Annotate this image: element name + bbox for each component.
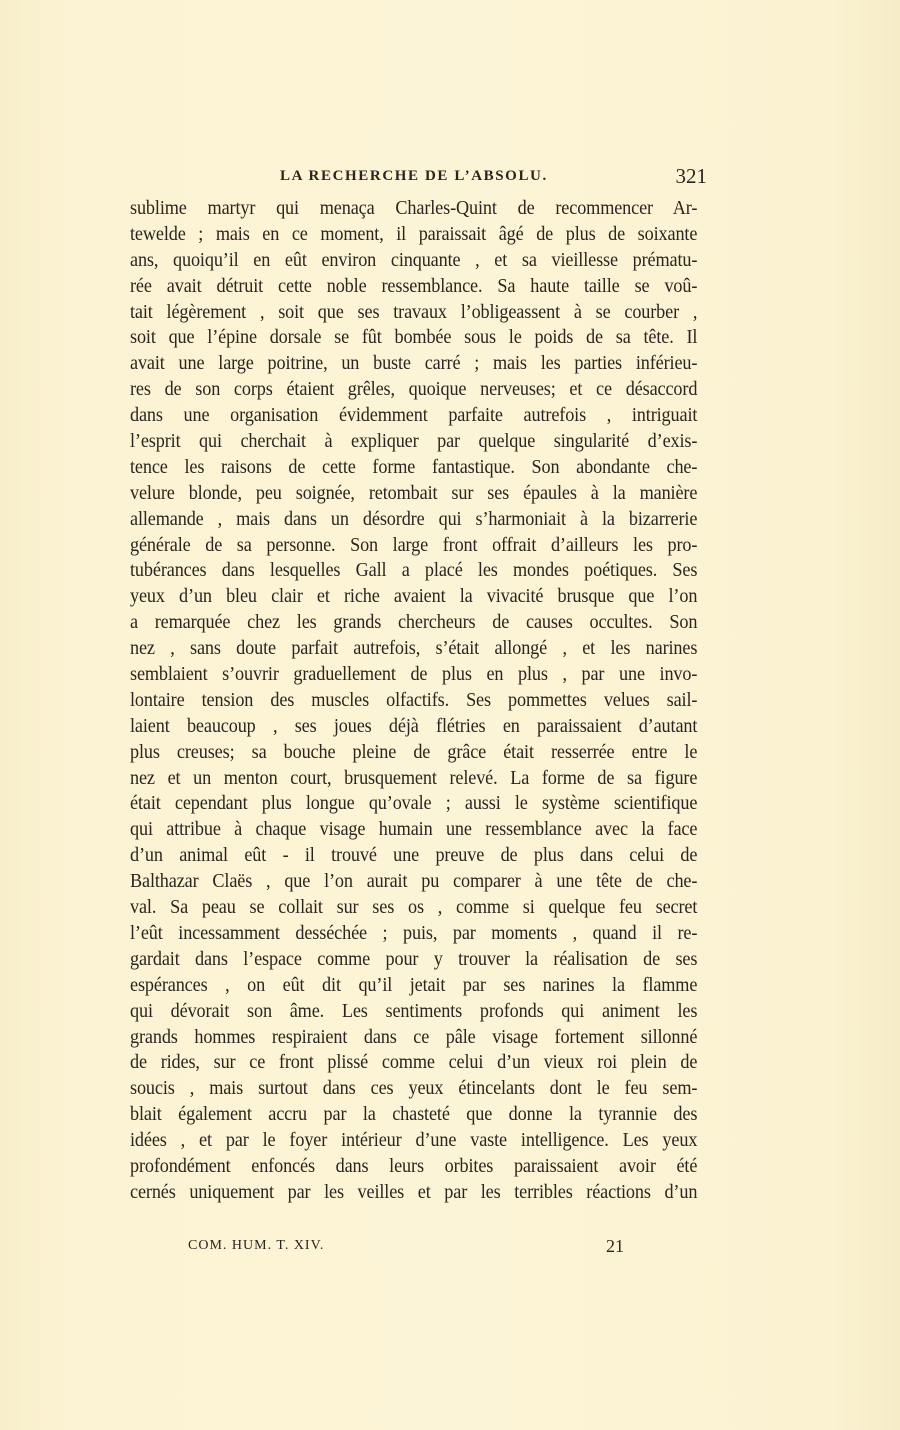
sheet-number: 21 [606,1236,624,1256]
text-line: soit que l’épine dorsale se fût bombée sous le poids de sa tête. Il [130,327,698,349]
page-header [130,164,707,192]
text-line: générale de sa personne. Son large front offrait d’ailleurs les pro- [130,534,698,556]
text-line: Balthazar Claës , que l’on aurait pu comparer à une tête de che- [130,871,698,893]
text-line: dans une organisation évidemment parfaite autrefois , intriguait [130,405,698,427]
text-line: rée avait détruit cette noble ressemblance. Sa haute taille se voû- [130,275,698,297]
text-line: semblaient s’ouvrir graduellement de plus en plus , par une invo- [130,664,698,686]
text-line: nez et un menton court, brusquement relevé. La forme de sa figure [130,767,698,789]
text-line: idées , et par le foyer intérieur d’une vaste intelligence. Les yeux [130,1130,698,1152]
body-text [130,196,697,1206]
text-line: qui dévorait son âme. Les sentiments profonds qui animent les [130,1000,698,1022]
text-line: d’un animal eût - il trouvé une preuve de plus dans celui de [130,845,698,867]
text-line: allemande , mais dans un désordre qui s’harmoniait à la bizarrerie [130,508,698,530]
text-line: sublime martyr qui menaça Charles-Quint de recommencer Ar- [130,198,698,219]
text-line: ans, quoiqu’il en eût environ cinquante , et sa vieillesse prématu- [130,249,698,271]
text-line: laient beaucoup , ses joues déjà flétries en paraissaient d’autant [130,715,698,737]
text-line: cernés uniquement par les veilles et par les terribles réactions d’un [130,1181,698,1203]
text-line: a remarquée chez les grands chercheurs de causes occultes. Son [130,612,698,634]
text-line: profondément enfoncés dans leurs orbites paraissaient avoir été [130,1155,698,1177]
text-line: était cependant plus longue qu’ovale ; aussi le système scientifique [130,793,698,815]
text-line: tence les raisons de cette forme fantastique. Son abondante che- [130,456,698,478]
text-line: nez , sans doute parfait autrefois, s’était allongé , et les narines [130,638,698,660]
text-line: lontaire tension des muscles olfactifs. Ses pommettes velues sail- [130,689,698,711]
page-footer [130,1238,697,1260]
text-line: qui attribue à chaque visage humain une ressemblance avec la face [130,819,698,841]
signature-mark: COM. HUM. T. XIV. [188,1238,325,1253]
text-line: tewelde ; mais en ce moment, il paraissait âgé de plus de soixante [130,223,698,245]
text-line: grands hommes respiraient dans ce pâle visage fortement sillonné [130,1026,698,1048]
text-line: gardait dans l’espace comme pour y trouver la réalisation de ses [130,948,698,970]
text-line: val. Sa peau se collait sur ses os , comme si quelque feu secret [130,897,698,919]
text-line: de rides, sur ce front plissé comme celui d’un vieux roi plein de [130,1052,698,1074]
text-line: plus creuses; sa bouche pleine de grâce était resserrée entre le [130,741,698,763]
text-line: tubérances dans lesquelles Gall a placé les mondes poétiques. Ses [130,560,698,582]
text-line: tait légèrement , soit que ses travaux l’obligeassent à se courber , [130,301,698,323]
text-line: soucis , mais surtout dans ces yeux étincelants dont le feu sem- [130,1078,698,1100]
text-line: l’eût incessamment desséchée ; puis, par moments , quand il re- [130,922,698,944]
text-line: l’esprit qui cherchait à expliquer par quelque singularité d’exis- [130,431,698,453]
text-line: yeux d’un bleu clair et riche avaient la vivacité brusque que l’on [130,586,698,608]
text-line: velure blonde, peu soignée, retombait sur ses épaules à la manière [130,482,698,504]
running-title: LA RECHERCHE DE L’ABSOLU. [280,168,548,184]
page-number: 321 [675,164,707,188]
text-line: res de son corps étaient grêles, quoique nerveuses; et ce désaccord [130,379,698,401]
text-line: avait une large poitrine, un buste carré ; mais les parties inférieu- [130,353,698,375]
text-line: blait également accru par la chasteté que donne la tyrannie des [130,1104,698,1126]
text-line: espérances , on eût dit qu’il jetait par ses narines la flamme [130,974,698,996]
